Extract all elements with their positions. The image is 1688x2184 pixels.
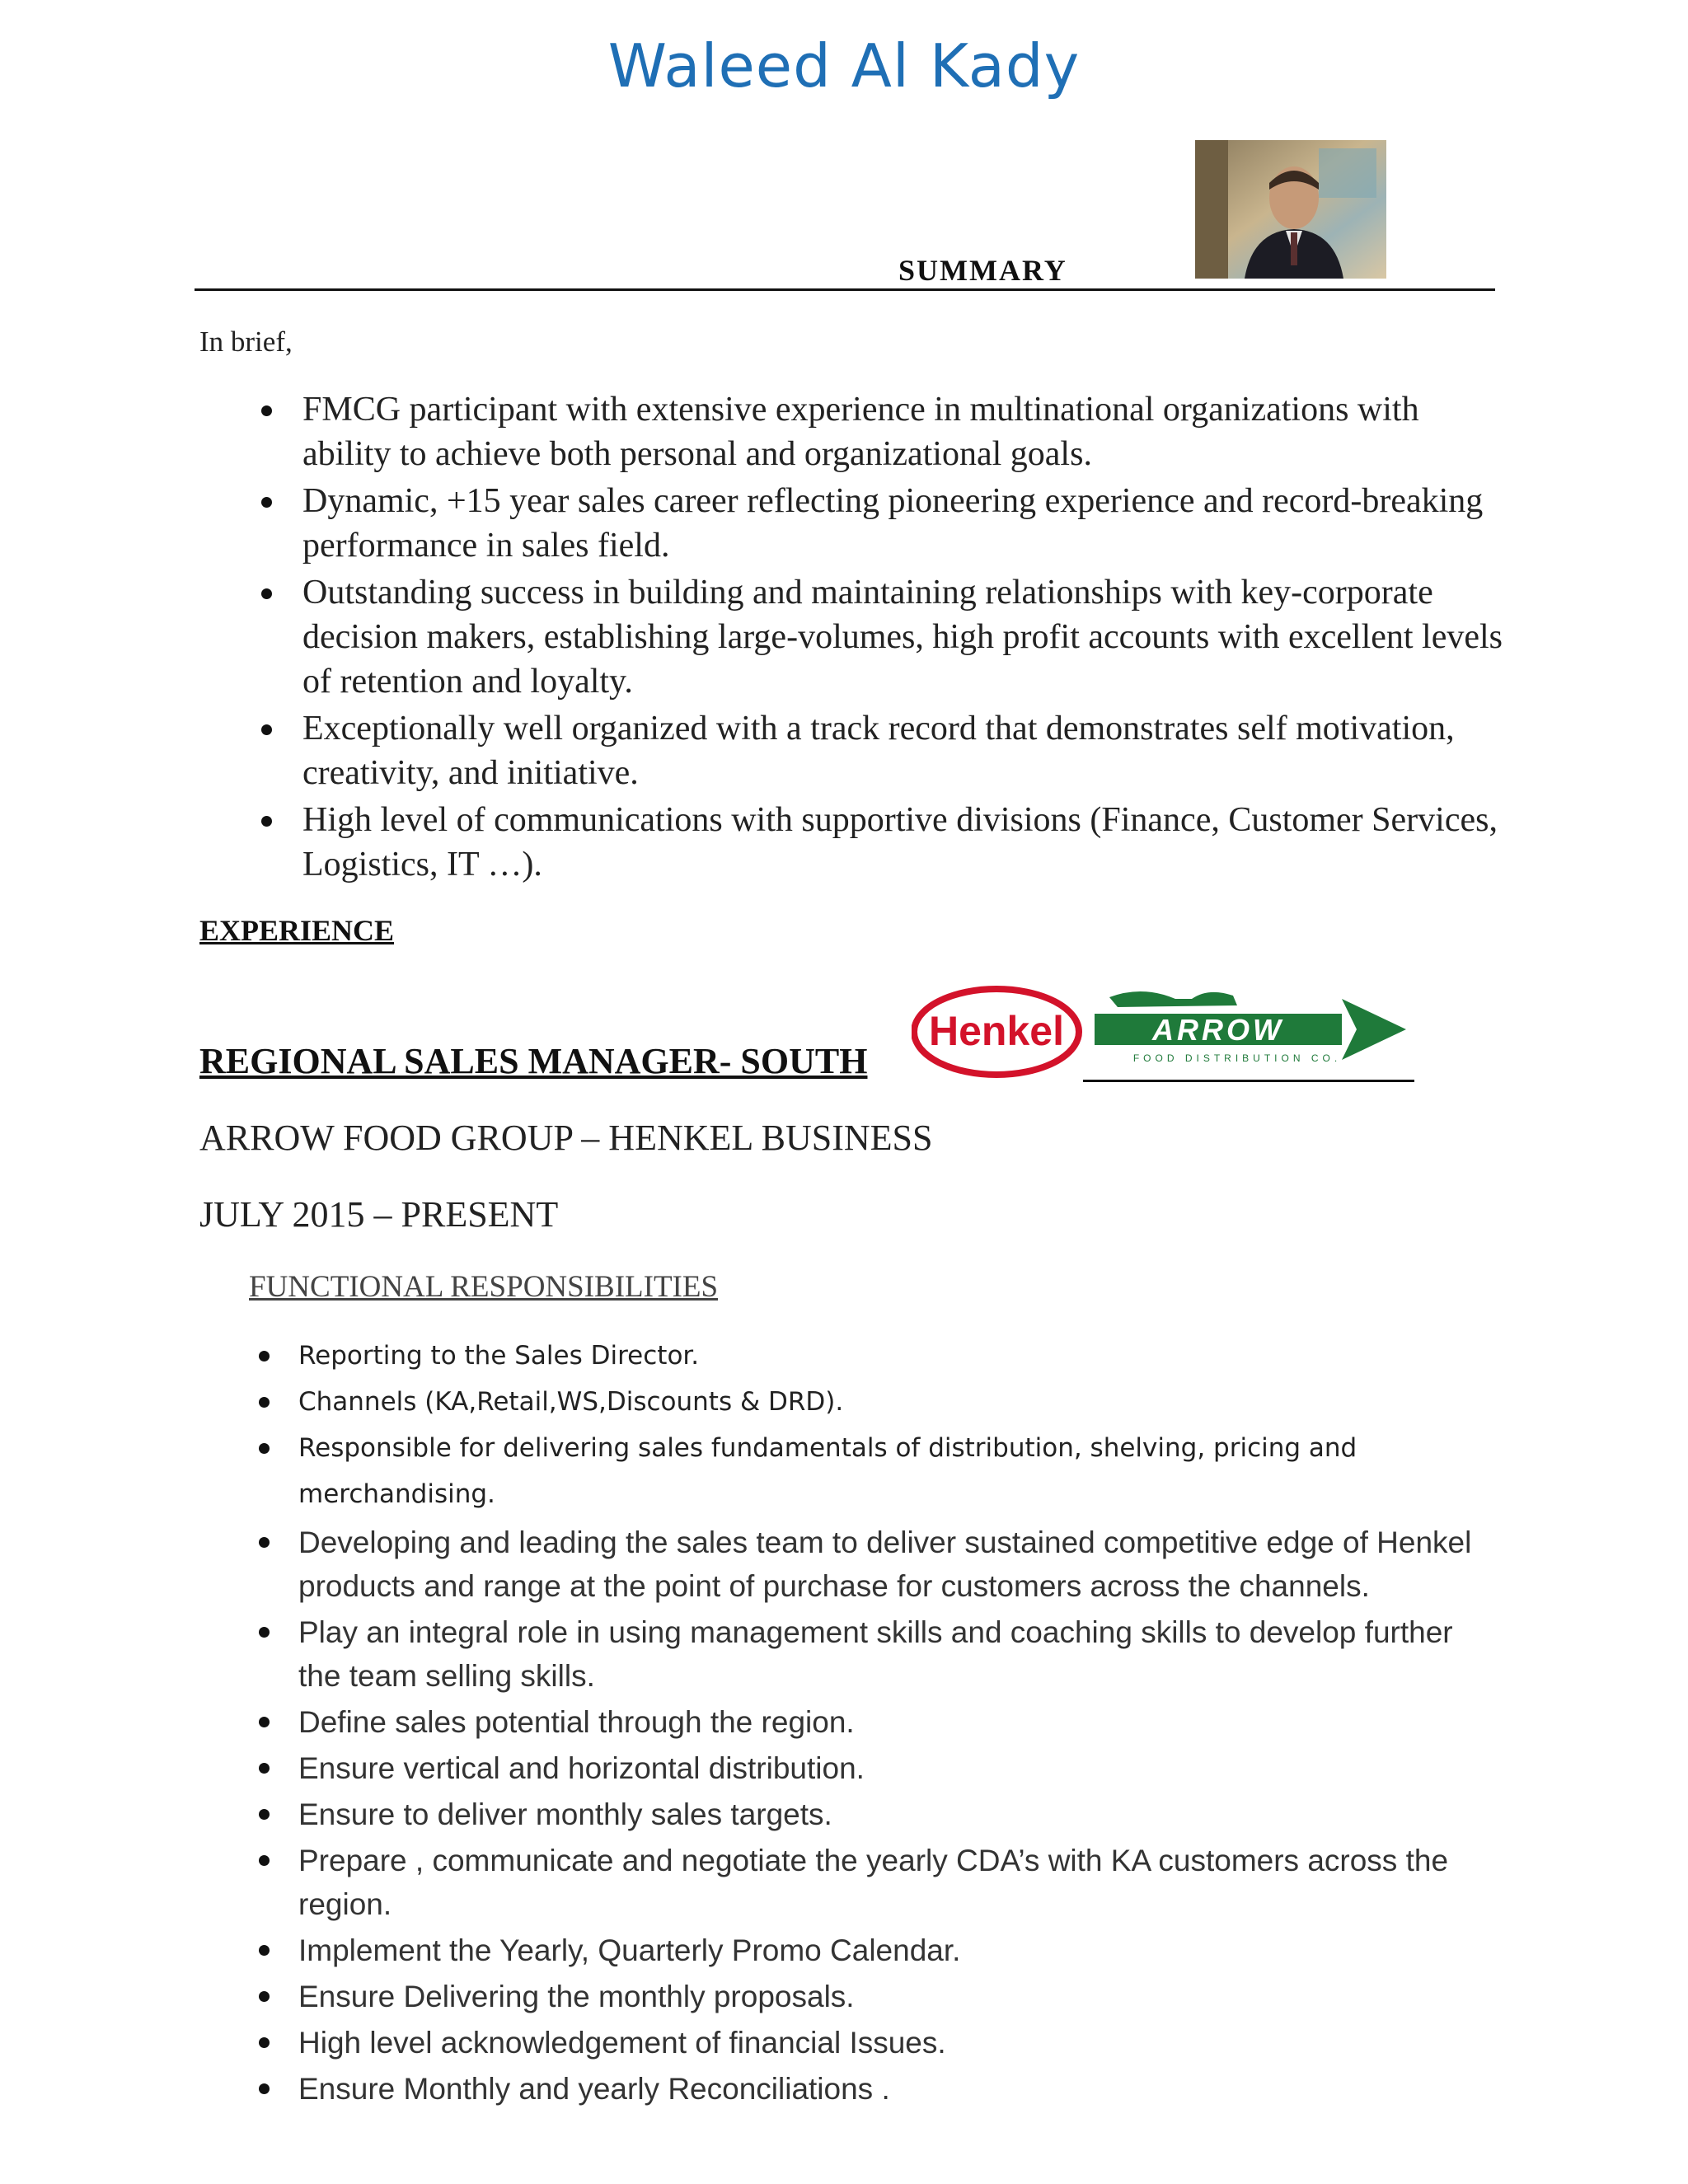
responsibility-item: Implement the Yearly, Quarterly Promo Calendar.: [298, 1929, 1502, 1972]
bullet-icon: [259, 1443, 270, 1454]
bullet-icon: [259, 1809, 270, 1820]
svg-text:FOOD DISTRIBUTION CO.: FOOD DISTRIBUTION CO.: [1132, 1052, 1342, 1064]
responsibility-item: Ensure vertical and horizontal distribution.: [298, 1746, 1502, 1790]
role-title: REGIONAL SALES MANAGER- SOUTH: [199, 1041, 868, 1081]
responsibility-item: Ensure Delivering the monthly proposals.: [298, 1975, 1502, 2018]
summary-list: [302, 387, 1514, 889]
functional-responsibilities-heading: FUNCTIONAL RESPONSIBILITIES: [249, 1270, 719, 1304]
bullet-icon: [259, 2083, 270, 2094]
responsibility-item: Prepare , communicate and negotiate the yearly CDA’s with KA customers across the region.: [298, 1839, 1502, 1926]
bullet-icon: [261, 724, 272, 735]
responsibility-item: Channels (KA,Retail,WS,Discounts & DRD).: [298, 1379, 1502, 1425]
henkel-logo-icon: [914, 989, 1079, 1075]
bullet-icon: [261, 405, 272, 416]
responsibilities-list-b: [298, 1521, 1502, 2113]
experience-heading: EXPERIENCE: [199, 914, 395, 947]
responsibility-item: Developing and leading the sales team to deliver sustained competitive edge of Henkel products and range at the point of purchase for customers across the channels.: [298, 1521, 1502, 1608]
profile-photo: [1195, 140, 1386, 279]
bullet-icon: [261, 816, 272, 827]
bullet-icon: [259, 2037, 270, 2048]
summary-item: Outstanding success in building and maintaining relationships with key-corporate decision makers, establishing large-volumes, high profit accounts with excellent levels of retention and loyalty.: [302, 570, 1514, 704]
arrow-logo-icon: [1095, 991, 1406, 1064]
responsibility-item: Ensure to deliver monthly sales targets.: [298, 1793, 1502, 1836]
svg-text:Henkel: Henkel: [929, 1008, 1064, 1054]
bullet-icon: [261, 588, 272, 599]
summary-item: High level of communications with supportive divisions (Finance, Customer Services, Logistics, IT …).: [302, 798, 1514, 887]
role-underline: [1083, 1080, 1414, 1082]
summary-item: FMCG participant with extensive experience in multinational organizations with ability to achieve both personal and organizational goals.: [302, 387, 1514, 476]
candidate-name: Waleed Al Kady: [607, 31, 1081, 101]
responsibility-item: Ensure Monthly and yearly Reconciliations .: [298, 2067, 1502, 2111]
company-name: ARROW FOOD GROUP – HENKEL BUSINESS: [199, 1118, 933, 1158]
summary-divider: [195, 288, 1495, 291]
summary-item: Exceptionally well organized with a track record that demonstrates self motivation, creativity, and initiative.: [302, 706, 1514, 795]
responsibility-item: Reporting to the Sales Director.: [298, 1333, 1502, 1379]
summary-heading: SUMMARY: [898, 254, 1067, 287]
bullet-icon: [259, 1945, 270, 1956]
responsibility-item: High level acknowledgement of financial Issues.: [298, 2021, 1502, 2064]
company-logos: [912, 981, 1423, 1088]
summary-item: Dynamic, +15 year sales career reflecting pioneering experience and record-breaking performance in sales field.: [302, 479, 1514, 568]
bullet-icon: [259, 1763, 270, 1774]
bullet-icon: [259, 1627, 270, 1638]
responsibility-item: Play an integral role in using management skills and coaching skills to develop further the team selling skills.: [298, 1610, 1502, 1698]
bullet-icon: [259, 1537, 270, 1548]
bullet-icon: [259, 1991, 270, 2002]
bullet-icon: [259, 1855, 270, 1866]
responsibility-item: Define sales potential through the region.: [298, 1700, 1502, 1744]
summary-intro: In brief,: [199, 326, 293, 358]
responsibilities-list-a: [298, 1333, 1502, 1517]
bullet-icon: [259, 1397, 270, 1408]
svg-text:ARROW: ARROW: [1152, 1013, 1284, 1047]
responsibility-item: Responsible for delivering sales fundamentals of distribution, shelving, pricing and merchandising.: [298, 1425, 1502, 1517]
employment-dates: JULY 2015 – PRESENT: [199, 1194, 559, 1235]
bullet-icon: [259, 1717, 270, 1727]
bullet-icon: [259, 1351, 270, 1361]
bullet-icon: [261, 497, 272, 508]
